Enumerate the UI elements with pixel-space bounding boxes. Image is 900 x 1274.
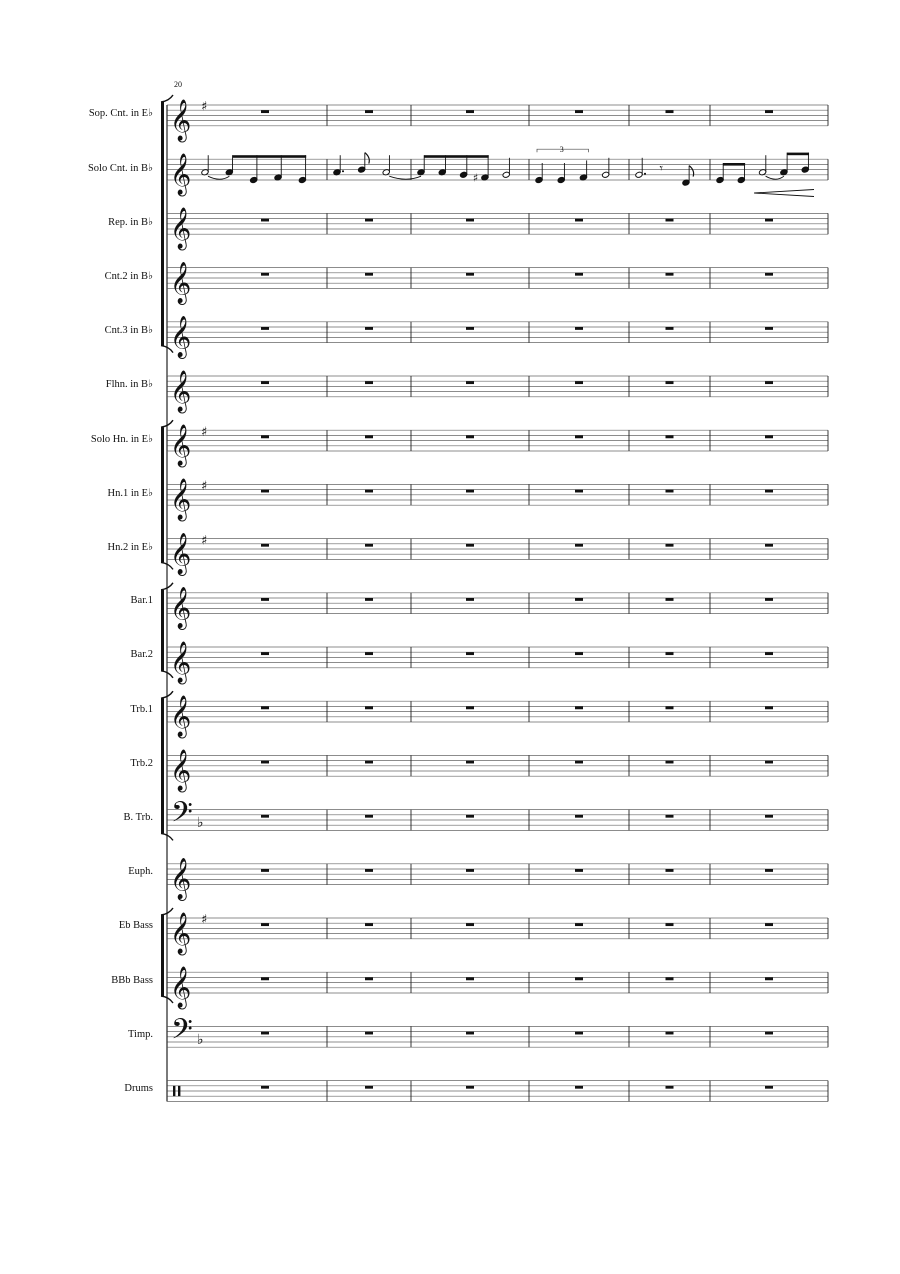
whole-rest: [466, 110, 474, 113]
whole-rest: [466, 761, 474, 764]
whole-rest: [575, 977, 583, 980]
whole-rest: [666, 490, 674, 493]
whole-rest: [261, 490, 269, 493]
whole-rest: [575, 869, 583, 872]
instrument-label: Drums: [124, 1083, 153, 1094]
whole-rest: [575, 110, 583, 113]
whole-rest: [575, 598, 583, 601]
whole-rest: [575, 381, 583, 384]
whole-rest: [765, 761, 773, 764]
treble-clef: 𝄞: [170, 208, 192, 250]
key-flat: ♭: [197, 1032, 204, 1048]
whole-rest: [261, 327, 269, 330]
accidental-sharp: ♯: [472, 171, 479, 185]
whole-rest: [575, 761, 583, 764]
whole-rest: [466, 598, 474, 601]
whole-rest: [365, 273, 373, 276]
instrument-label: BBb Bass: [111, 974, 153, 986]
percussion-clef: [178, 1086, 180, 1096]
whole-rest: [666, 761, 674, 764]
whole-rest: [666, 110, 674, 113]
bass-clef: 𝄢: [171, 796, 193, 837]
whole-rest: [365, 1086, 373, 1089]
whole-rest: [666, 652, 674, 655]
whole-rest: [466, 869, 474, 872]
staff-solo-cnt-in-b-: [167, 145, 828, 196]
whole-rest: [365, 327, 373, 330]
staff-trb-1: [167, 695, 828, 738]
whole-rest: [261, 1086, 269, 1089]
whole-rest: [365, 381, 373, 384]
whole-rest: [575, 435, 583, 438]
staff-cnt-2-in-b-: [167, 261, 828, 304]
whole-rest: [261, 815, 269, 818]
whole-rest: [365, 869, 373, 872]
whole-rest: [365, 598, 373, 601]
instrument-label: Rep. in B♭: [108, 216, 153, 228]
whole-rest: [365, 110, 373, 113]
whole-rest: [261, 977, 269, 980]
treble-clef: 𝄞: [170, 425, 192, 466]
instrument-label: Hn.1 in E♭: [107, 487, 153, 499]
whole-rest: [466, 1086, 474, 1089]
treble-clef: 𝄞: [170, 316, 192, 358]
whole-rest: [261, 219, 269, 222]
whole-rest: [575, 273, 583, 276]
whole-rest: [466, 435, 474, 438]
whole-rest: [765, 544, 773, 547]
whole-rest: [365, 706, 373, 709]
treble-clef: 𝄞: [170, 587, 192, 629]
whole-rest: [666, 273, 674, 276]
whole-rest: [365, 1032, 373, 1035]
whole-rest: [575, 219, 583, 222]
whole-rest: [365, 490, 373, 493]
whole-rest: [765, 923, 773, 926]
group-bracket: [161, 915, 164, 996]
whole-rest: [666, 219, 674, 222]
whole-rest: [666, 815, 674, 818]
whole-rest: [261, 1032, 269, 1035]
tie: [766, 176, 784, 179]
whole-rest: [765, 381, 773, 384]
instrument-label: Solo Hn. in E♭: [90, 433, 153, 445]
whole-rest: [466, 219, 474, 222]
measure-number: 20: [174, 80, 182, 89]
whole-rest: [765, 1032, 773, 1035]
treble-clef: 𝄞: [170, 370, 192, 412]
staff-cnt-3-in-b-: [167, 316, 828, 359]
whole-rest: [261, 761, 269, 764]
staff-bbb-bass: [167, 966, 828, 1009]
whole-rest: [365, 761, 373, 764]
whole-rest: [365, 544, 373, 547]
whole-rest: [765, 273, 773, 276]
staff-bar-1: [167, 587, 828, 630]
instrument-label: Bar.1: [130, 595, 153, 607]
whole-rest: [261, 110, 269, 113]
beam: [787, 153, 809, 156]
dot: [644, 173, 646, 175]
whole-rest: [466, 273, 474, 276]
tuplet-number: 3: [559, 145, 564, 155]
whole-rest: [666, 327, 674, 330]
whole-rest: [575, 923, 583, 926]
instrument-label: Solo Cnt. in B♭: [87, 162, 153, 174]
instrument-label: Sop. Cnt. in E♭: [88, 108, 153, 120]
key-sharp: ♯: [201, 912, 208, 928]
treble-clef: 𝄞: [170, 641, 192, 683]
instrument-label: Trb.1: [130, 703, 153, 715]
whole-rest: [666, 598, 674, 601]
whole-rest: [765, 706, 773, 709]
whole-rest: [466, 706, 474, 709]
whole-rest: [666, 381, 674, 384]
key-flat: ♭: [197, 815, 204, 832]
treble-clef: 𝄞: [170, 696, 192, 737]
tie: [208, 176, 229, 179]
whole-rest: [765, 977, 773, 980]
whole-rest: [365, 923, 373, 926]
treble-clef: 𝄞: [170, 262, 192, 304]
instrument-label: Cnt.3 in B♭: [104, 325, 153, 337]
treble-clef: 𝄞: [170, 533, 192, 575]
whole-rest: [575, 652, 583, 655]
staff-solo-hn-in-e-: [167, 424, 828, 467]
whole-rest: [666, 706, 674, 709]
key-sharp: ♯: [201, 533, 208, 549]
whole-rest: [261, 706, 269, 709]
whole-rest: [575, 1086, 583, 1089]
whole-rest: [466, 1032, 474, 1035]
whole-rest: [666, 977, 674, 980]
eighth-rest: 𝄾: [659, 161, 663, 177]
whole-rest: [765, 435, 773, 438]
whole-rest: [261, 544, 269, 547]
whole-rest: [666, 869, 674, 872]
staff-hn-1-in-e-: [167, 478, 828, 521]
whole-rest: [365, 815, 373, 818]
whole-rest: [466, 923, 474, 926]
staff-b-trb-: [167, 796, 828, 836]
whole-rest: [466, 327, 474, 330]
key-sharp: ♯: [201, 99, 208, 115]
whole-rest: [261, 923, 269, 926]
whole-rest: [261, 381, 269, 384]
flag: [365, 153, 370, 164]
group-bracket: [161, 102, 164, 346]
whole-rest: [666, 1032, 674, 1035]
instrument-label: Cnt.2 in B♭: [104, 271, 153, 282]
instrument-label: B. Trb.: [123, 812, 153, 823]
staff-flhn-in-b-: [167, 370, 828, 413]
crescendo-hairpin: [754, 190, 814, 197]
whole-rest: [575, 815, 583, 818]
whole-rest: [765, 490, 773, 493]
treble-clef: 𝄞: [170, 99, 192, 141]
whole-rest: [765, 652, 773, 655]
whole-rest: [365, 652, 373, 655]
whole-rest: [261, 435, 269, 438]
group-bracket: [161, 698, 164, 833]
whole-rest: [365, 435, 373, 438]
treble-clef: 𝄞: [170, 154, 192, 195]
whole-rest: [466, 544, 474, 547]
whole-rest: [765, 110, 773, 113]
treble-clef: 𝄞: [170, 479, 192, 521]
whole-rest: [765, 219, 773, 222]
staff-hn-2-in-e-: [167, 532, 828, 575]
instrument-label: Hn.2 in E♭: [107, 542, 153, 553]
whole-rest: [666, 923, 674, 926]
whole-rest: [575, 490, 583, 493]
whole-rest: [575, 1032, 583, 1035]
treble-clef: 𝄞: [170, 912, 192, 954]
whole-rest: [765, 1086, 773, 1089]
whole-rest: [666, 544, 674, 547]
whole-rest: [466, 977, 474, 980]
instrument-label: Eb Bass: [118, 920, 153, 932]
instrument-label: Flhn. in B♭: [105, 379, 153, 391]
group-bracket: [161, 427, 164, 562]
key-sharp: ♯: [201, 479, 208, 495]
whole-rest: [466, 381, 474, 384]
whole-rest: [666, 1086, 674, 1089]
whole-rest: [261, 869, 269, 872]
bass-clef: 𝄢: [171, 1013, 193, 1053]
staff-eb-bass: [167, 912, 828, 955]
whole-rest: [466, 652, 474, 655]
treble-clef: 𝄞: [170, 858, 192, 900]
whole-rest: [765, 815, 773, 818]
staff-bar-2: [167, 641, 828, 684]
group-bracket: [161, 590, 164, 671]
beam: [723, 163, 745, 166]
whole-rest: [466, 815, 474, 818]
instrument-label: Trb.2: [130, 757, 153, 769]
whole-rest: [261, 273, 269, 276]
whole-rest: [765, 327, 773, 330]
whole-rest: [765, 869, 773, 872]
whole-rest: [365, 219, 373, 222]
staff-drums: [167, 1081, 828, 1102]
instrument-label: Timp.: [127, 1028, 153, 1040]
staff-timp-: [167, 1013, 828, 1053]
staff-euph-: [167, 858, 828, 901]
staff-sop-cnt-in-e-: [167, 99, 828, 142]
tie: [389, 176, 421, 179]
treble-clef: 𝄞: [170, 967, 192, 1008]
beam: [233, 155, 307, 158]
instrument-label: Bar.2: [130, 649, 153, 661]
staff-trb-2: [167, 749, 828, 792]
whole-rest: [575, 327, 583, 330]
whole-rest: [261, 598, 269, 601]
dot: [342, 170, 344, 172]
staff-rep-in-b-: [167, 207, 828, 250]
whole-rest: [365, 977, 373, 980]
whole-rest: [666, 435, 674, 438]
key-sharp: ♯: [201, 424, 208, 440]
beam: [424, 155, 489, 158]
whole-rest: [261, 652, 269, 655]
whole-rest: [765, 598, 773, 601]
instrument-label: Euph.: [128, 866, 153, 878]
whole-rest: [466, 490, 474, 493]
percussion-clef: [173, 1086, 175, 1096]
treble-clef: 𝄞: [170, 750, 192, 792]
whole-rest: [575, 706, 583, 709]
whole-rest: [575, 544, 583, 547]
